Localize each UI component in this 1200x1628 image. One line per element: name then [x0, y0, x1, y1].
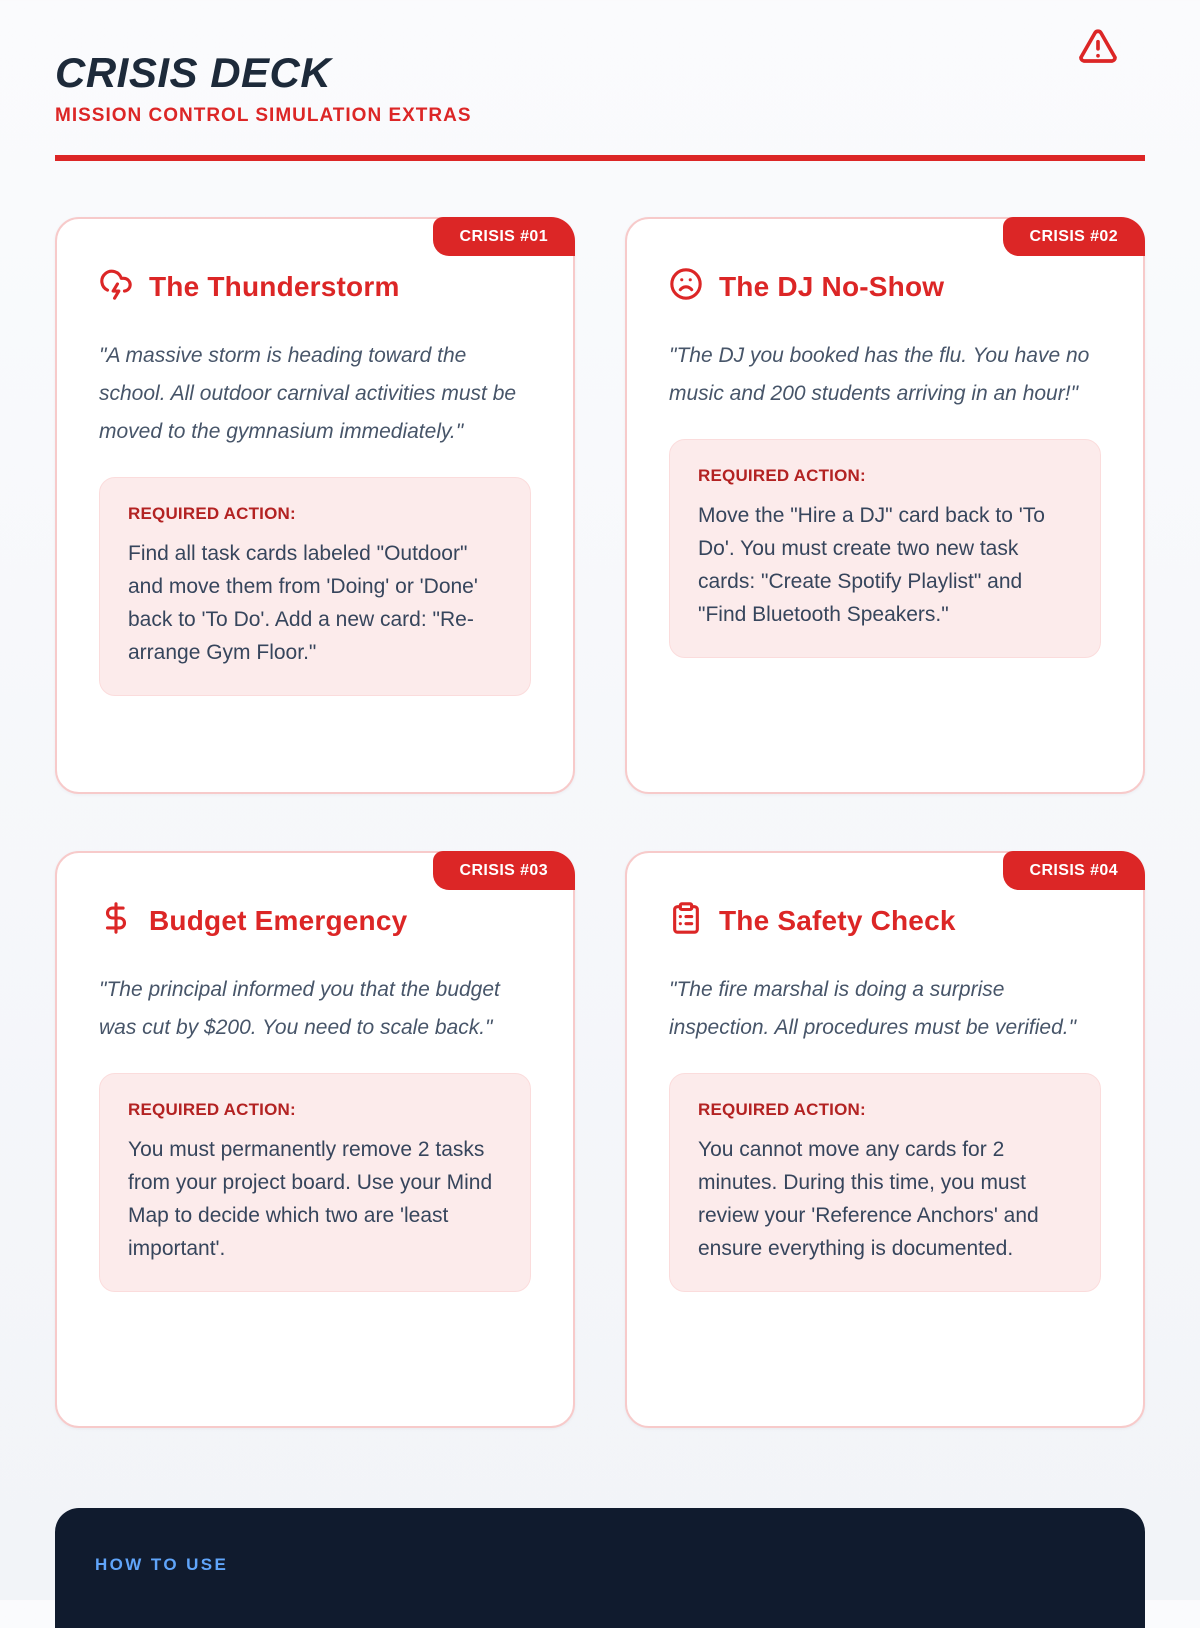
how-to-use-panel — [55, 1508, 1145, 1628]
required-action-text: You cannot move any cards for 2 minutes. During this time, you must review your 'Reference Anchors' and ensure everything is documented. — [698, 1138, 1039, 1261]
required-action-label: REQUIRED ACTION: — [698, 1100, 866, 1120]
crisis-quote: "A massive storm is heading toward the school. All outdoor carnival activities must be moved to the gymnasium immediately." — [99, 344, 517, 444]
dollar-sign-icon — [99, 901, 133, 940]
cloud-lightning-icon — [99, 267, 133, 306]
crisis-card-03 — [55, 851, 575, 1428]
header-divider — [55, 155, 1145, 161]
crisis-card-02 — [625, 217, 1145, 794]
required-action-box — [99, 477, 531, 696]
required-action-box — [99, 1073, 531, 1292]
required-action-box — [669, 1073, 1101, 1292]
crisis-number-badge: CRISIS #02 — [1003, 217, 1145, 256]
required-action-box — [669, 439, 1101, 658]
required-action-text: Move the "Hire a DJ" card back to 'To Do'. You must create two new task cards: "Create Spotify Playlist" and "Find Bluetooth Speakers." — [698, 504, 1045, 627]
crisis-number-badge: CRISIS #04 — [1003, 851, 1145, 890]
card-header — [669, 901, 1101, 940]
required-action-label: REQUIRED ACTION: — [128, 1100, 296, 1120]
required-action-label: REQUIRED ACTION: — [698, 466, 866, 486]
required-action-text: You must permanently remove 2 tasks from your project board. Use your Mind Map to decide which two are 'least important'. — [128, 1138, 493, 1261]
alert-triangle-icon — [1077, 26, 1119, 68]
crisis-number-badge: CRISIS #03 — [433, 851, 575, 890]
crisis-card-04 — [625, 851, 1145, 1428]
card-header — [669, 267, 1101, 306]
crisis-quote: "The DJ you booked has the flu. You have no music and 200 students arriving in an hour!" — [669, 344, 1090, 406]
crisis-number-badge: CRISIS #01 — [433, 217, 575, 256]
card-header — [99, 267, 531, 306]
crisis-card-grid — [55, 217, 1145, 1428]
crisis-quote: "The fire marshal is doing a surprise inspection. All procedures must be verified." — [669, 978, 1077, 1040]
page-header — [55, 0, 1145, 161]
clipboard-list-icon — [669, 901, 703, 940]
crisis-card-01 — [55, 217, 575, 794]
how-to-use-heading: HOW TO USE — [95, 1555, 229, 1575]
page-subtitle: MISSION CONTROL SIMULATION EXTRAS — [55, 105, 472, 127]
required-action-text: Find all task cards labeled "Outdoor" and move them from 'Doing' or 'Done' back to 'To Do'. Add a new card: "Re-arrange Gym Floor." — [128, 542, 478, 665]
page-title: CRISIS DECK — [55, 49, 332, 96]
card-title: The Thunderstorm — [149, 270, 400, 302]
card-title: Budget Emergency — [149, 904, 408, 936]
required-action-label: REQUIRED ACTION: — [128, 504, 296, 524]
card-header — [99, 901, 531, 940]
card-title: The DJ No-Show — [719, 270, 945, 302]
card-title: The Safety Check — [719, 904, 956, 936]
crisis-quote: "The principal informed you that the budget was cut by $200. You need to scale back." — [99, 978, 500, 1040]
frown-face-icon — [669, 267, 703, 306]
